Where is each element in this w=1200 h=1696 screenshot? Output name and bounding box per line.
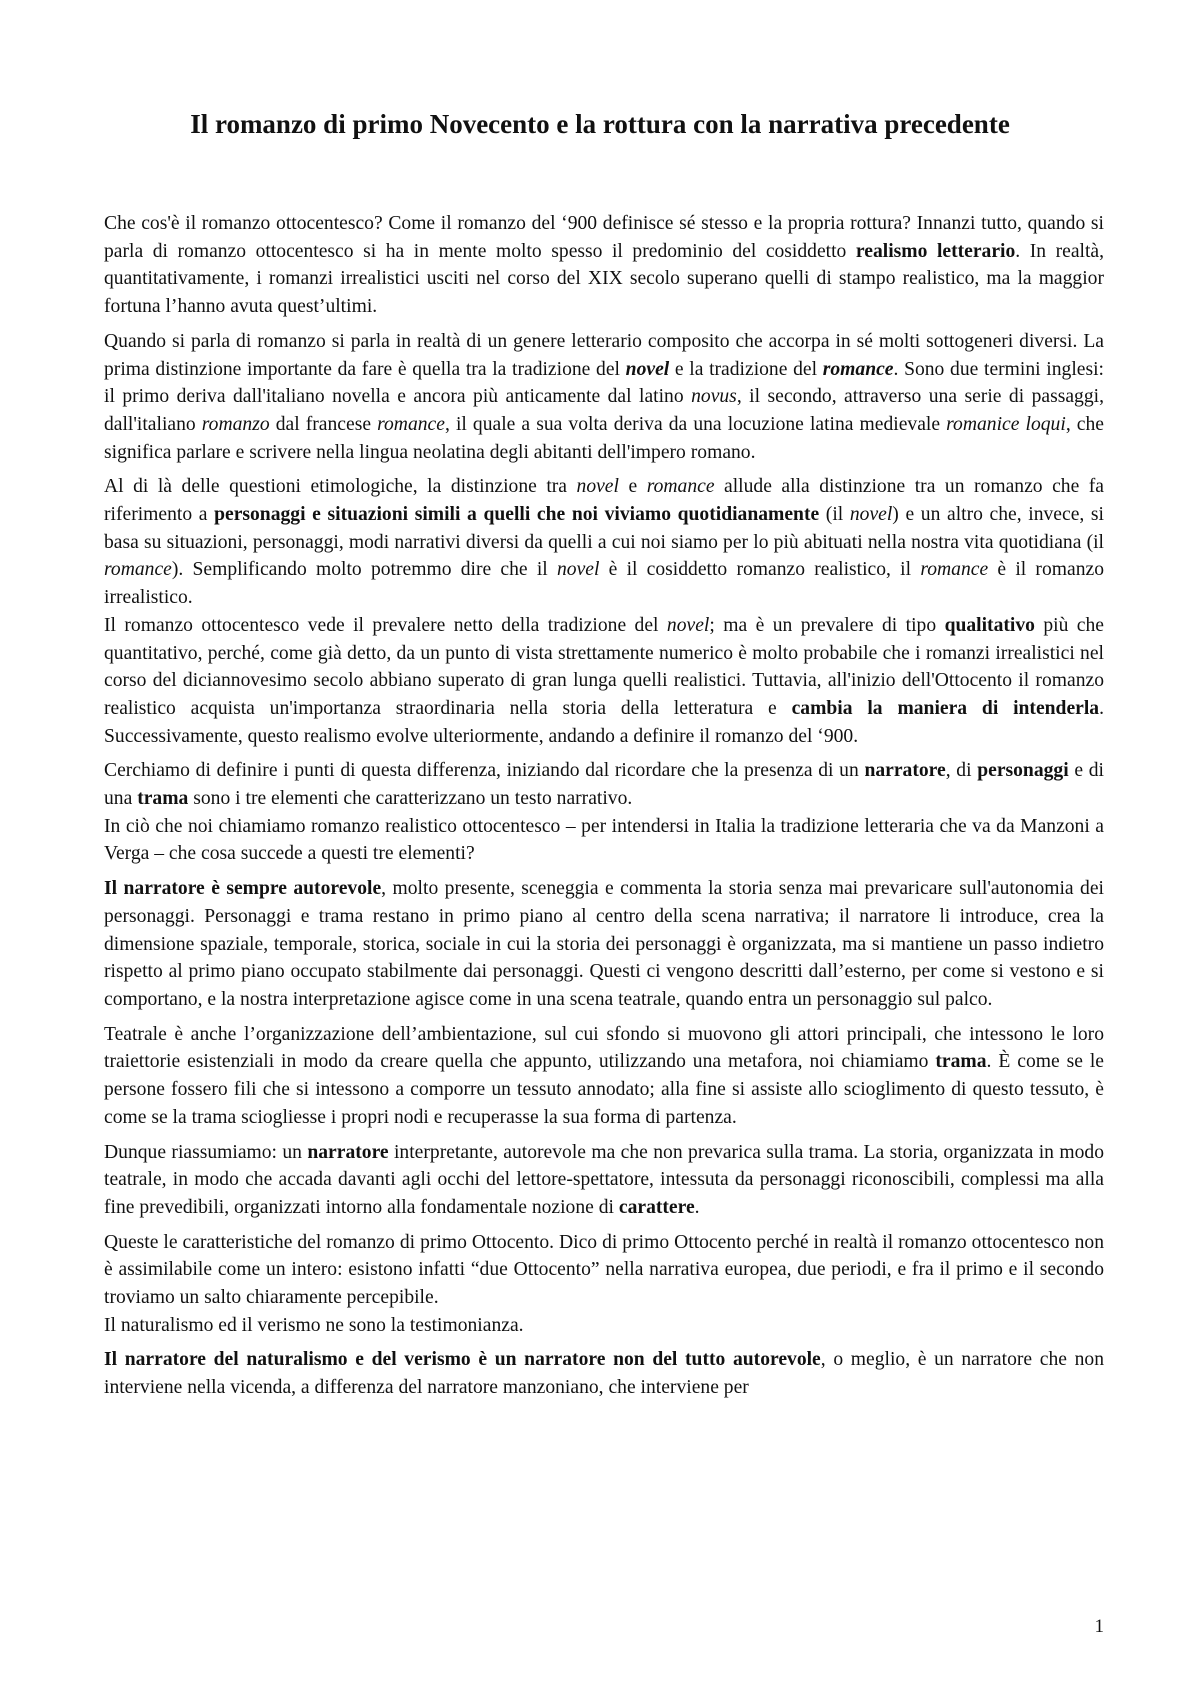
paragraph-text: , il quale a sua volta deriva da una locuzione latina medievale <box>444 413 947 435</box>
paragraph-text: Al di là delle questioni etimologiche, la distinzione tra <box>104 476 577 498</box>
paragraph-text: Che cos'è il romanzo ottocentesco? Come il romanzo del ‘900 definisce sé stesso e la propria rottura? Innanzi tutto, quando si parla di romanzo ottocentesco si ha in mente molto spesso il predominio del cosiddetto <box>104 213 1104 262</box>
paragraph <box>104 1229 1104 1312</box>
paragraph-text: è il cosiddetto romanzo realistico, il <box>599 559 921 581</box>
bold-text: realismo letterario <box>855 240 1016 262</box>
paragraph-text: (il <box>819 504 850 526</box>
bold-text: qualitativo <box>944 614 1035 636</box>
italic-text: romance <box>646 476 715 498</box>
italic-text: romanice loqui <box>946 413 1066 435</box>
bold-text: Il narratore è sempre autorevole <box>104 878 382 900</box>
paragraph-text: ; ma è un prevalere di tipo <box>709 614 945 636</box>
bold-text: trama <box>137 788 189 810</box>
paragraph-text: Il naturalismo ed il verismo ne sono la testimonianza. <box>104 1314 524 1336</box>
bold-italic-text: novel <box>625 358 670 380</box>
italic-text: novel <box>849 504 893 526</box>
paragraph <box>104 1021 1104 1132</box>
paragraph-text: , o meglio, è un narratore che non interviene nella vicenda, a differenza del narratore manzoniano, che interviene per <box>104 1349 1104 1399</box>
paragraph-text: . Successivamente, questo realismo evolve ulteriormente, andando a definire il romanzo del ‘900. <box>104 697 1104 747</box>
bold-text: narratore <box>864 760 946 782</box>
paragraph <box>104 875 1104 1014</box>
paragraph-text: e di una <box>104 760 1104 810</box>
paragraph-text: più che quantitativo, perché, come già detto, da un punto di vista strettamente numerico è molto probabile che i romanzi irrealistici nel corso del diciannovesimo secolo abbiano superato di gran lunga quelli realistici. Tuttavia, all'inizio dell'Ottocento il romanzo realistico acquista un'importanza straordinaria nella storia della letteratura e <box>104 614 1105 719</box>
italic-text: novel <box>576 476 619 498</box>
bold-italic-text: romance <box>822 358 894 380</box>
paragraph-text: e <box>618 476 647 498</box>
paragraph-text: sono i tre elementi che caratterizzano un testo narrativo. <box>188 788 633 810</box>
paragraph-text: Cerchiamo di definire i punti di questa differenza, iniziando dal ricordare che la presenza di un <box>104 760 865 782</box>
page-title: Il romanzo di primo Novecento e la rottura con la narrativa precedente <box>190 109 1010 139</box>
paragraph-text: interpretante, autorevole ma che non prevarica sulla trama. La storia, organizzata in modo teatrale, in modo che accada davanti agli occhi del lettore-spettatore, intessuta da personaggi riconoscibili, complessi ma alla fine prevedibili, organizzati intorno alla fondamentale nozione di <box>104 1141 1104 1218</box>
paragraph-text: Il romanzo ottocentesco vede il prevalere netto della tradizione del <box>104 614 667 636</box>
paragraph-text: Quando si parla di romanzo si parla in realtà di un genere letterario composito che accorpa in sé molti sottogeneri diversi. La prima distinzione importante da fare è quella tra la tradizione del <box>104 330 1104 380</box>
paragraph-text: Queste le caratteristiche del romanzo di primo Ottocento. Dico di primo Ottocento perché in realtà il romanzo ottocentesco non è assimilabile come un intero: esistono infatti “due Ottocento” nella narrativa europea, due periodi, e fra il primo e il secondo troviamo un salto chiaramente percepibile. <box>104 1231 1104 1309</box>
paragraph-text: , il secondo, attraverso una serie di passaggi, dall'italiano <box>104 386 1104 435</box>
paragraph-text: dal francese <box>269 413 378 435</box>
italic-text: novus <box>691 386 737 408</box>
paragraph <box>104 1139 1104 1222</box>
bold-text: narratore <box>307 1141 389 1163</box>
paragraph <box>104 757 1104 812</box>
bold-text: cambia la maniera di intenderla <box>791 697 1100 719</box>
italic-text: romance <box>920 559 989 581</box>
paragraph <box>104 473 1104 612</box>
italic-text: novel <box>666 614 710 636</box>
paragraph-text: , molto presente, sceneggia e commenta la storia senza mai prevaricare sull'autonomia dei personaggi. Personaggi e trama restano in primo piano al centro della scena narrativa; il narratore li introduce, crea la dimensione spaziale, temporale, storica, sociale in cui la storia dei personaggi è organizzata, ma si mantiene un passo indietro rispetto al primo piano occupato stabilmente dai personaggi. Questi ci vengono descritti dall’esterno, per come si vestono e si comportano, e la nostra interpretazione agisce come in una scena teatrale, quando entra un personaggio sul palco. <box>104 878 1104 1010</box>
document-body <box>104 210 1104 1409</box>
bold-text: trama <box>935 1051 987 1073</box>
paragraph-text: , che significa parlare e scrivere nella lingua neolatina degli abitanti dell'impero romano. <box>104 413 1104 463</box>
italic-text: romance <box>377 413 445 435</box>
paragraph-text: ). Semplificando molto potremmo dire che il <box>171 559 557 581</box>
paragraph-text: ) e un altro che, invece, si basa su situazioni, personaggi, modi narrativi diversi da quelli a cui noi siamo per lo più abituati nella nostra vita quotidiana (il <box>104 504 1104 553</box>
italic-text: romance <box>104 559 172 581</box>
italic-text: romanzo <box>201 413 270 435</box>
paragraph <box>104 1312 1104 1340</box>
paragraph-text: . Sono due termini inglesi: il primo deriva dall'italiano novella e ancora più anticamente dal latino <box>104 358 1104 408</box>
paragraph-text: Dunque riassumiamo: un <box>104 1141 308 1163</box>
paragraph-text: . In realtà, quantitativamente, i romanzi irrealistici usciti nel corso del XIX secolo superano quelli di stampo realistico, ma la maggior fortuna l’hanno avuta quest’ultimi. <box>104 240 1104 318</box>
paragraph-text: è il romanzo irrealistico. <box>104 559 1104 609</box>
paragraph <box>104 328 1104 467</box>
paragraph-text: Teatrale è anche l’organizzazione dell’ambientazione, sul cui sfondo si muovono gli attori principali, che intessono le loro traiettorie esistenziali in modo da creare quella che appunto, utilizzando una metafora, noi chiamiamo <box>104 1023 1104 1073</box>
paragraph <box>104 1346 1104 1401</box>
page-number: 1 <box>1094 1616 1104 1637</box>
paragraph-text: allude alla distinzione tra un romanzo che fa riferimento a <box>104 476 1105 526</box>
paragraph <box>104 210 1104 321</box>
paragraph-text: e la tradizione del <box>669 358 823 380</box>
paragraph-text: . È come se le persone fossero fili che si intessono a comporre un tessuto annodato; alla fine si assiste allo scioglimento di questo tessuto, è come se la trama sciogliesse i propri nodi e recuperasse la sua forma di partenza. <box>104 1051 1105 1128</box>
paragraph-text: . <box>694 1196 700 1218</box>
paragraph <box>104 612 1104 751</box>
paragraph-text: , di <box>945 760 978 782</box>
bold-text: personaggi <box>977 760 1069 782</box>
bold-text: personaggi e situazioni simili a quelli che noi viviamo quotidianamente <box>214 504 820 526</box>
italic-text: novel <box>556 559 600 581</box>
bold-text: carattere <box>618 1196 695 1218</box>
bold-text: Il narratore del naturalismo e del verismo è un narratore non del tutto autorevole <box>104 1349 821 1371</box>
paragraph-text: In ciò che noi chiamiamo romanzo realistico ottocentesco – per intendersi in Italia la tradizione letteraria che va da Manzoni a Verga – che cosa succede a questi tre elementi? <box>104 815 1104 865</box>
paragraph <box>104 813 1104 868</box>
